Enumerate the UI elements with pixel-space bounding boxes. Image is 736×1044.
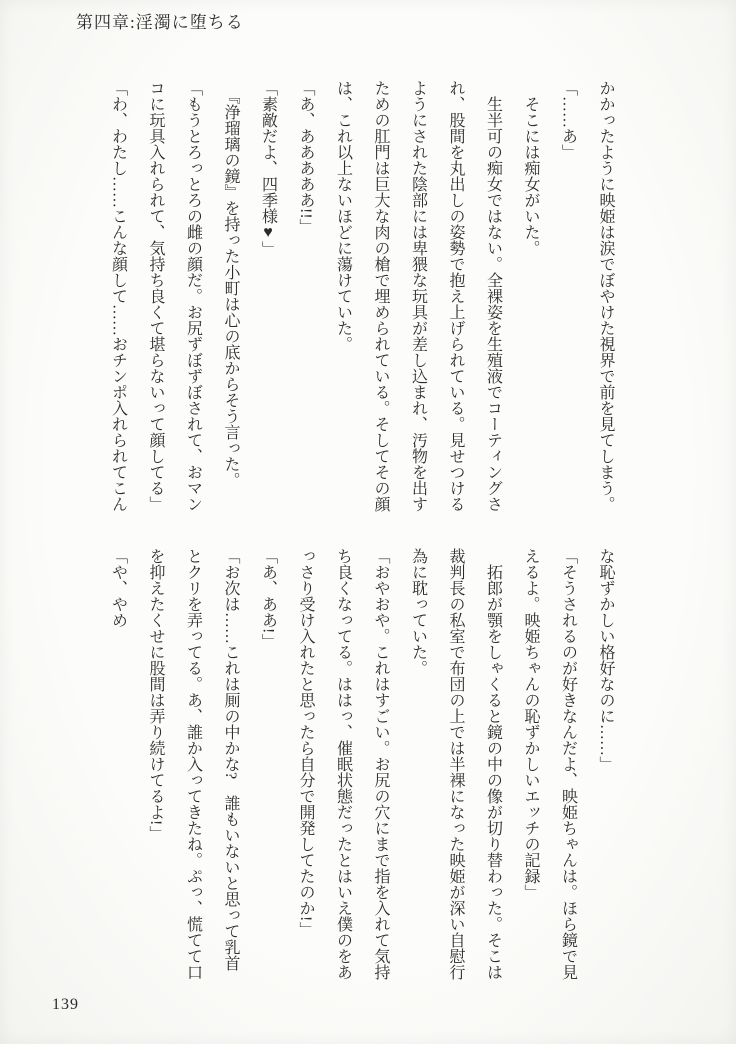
chapter-header: 第四章:淫濁に堕ちる [76,13,244,32]
text-line: 「や、やめ [109,548,127,628]
text-line: ち良くなってる。ははっ、催眠状態だったとはいえ僕のをあ [334,548,352,980]
text-block-upper [99,80,624,542]
text-line: 拓郎が顎をしゃくると鏡の中の像が切り替わった。そこは [484,548,502,980]
text-block-lower [99,548,624,1010]
text-line: 「おやおや。これはすごい。お尻の穴にまで指を入れて気持 [372,548,389,980]
text-line: 「あ、ああ!」 [259,548,277,650]
text-line: は、これ以上ないほどに蕩けていた。 [334,80,352,352]
text-line: 『浄瑠璃の鏡』を持った小町は心の底からそう言った。 [222,80,239,488]
text-line: 「あ、あああああ!!」 [297,80,314,235]
text-line: 「素敵だよ、四季様♥」 [259,80,277,257]
text-line: ようにされた陰部には卑猥な玩具が差し込まれ、汚物を出す [409,80,427,512]
text-line: な恥ずかしい格好なのに……」 [597,548,614,772]
text-line: 裁判長の私室で布団の上では半裸になった映姫が深い自慰行 [447,548,464,980]
text-line: 「そうされるのが好きなんだよ、映姫ちゃんは。ほら鏡で見 [559,548,577,980]
text-line: れ、股間を丸出しの姿勢で抱え上げられている。見せつける [447,80,464,512]
text-line: 「わ、わたし……こんな顔して……おチンポ入れられてこん [109,80,127,512]
text-line: えるよ。映姫ちゃんの恥ずかしいエッチの記録」 [522,548,539,900]
text-line: 生半可の痴女ではない。全裸姿を生殖液でコーティングさ [484,80,502,512]
text-line: 為に耽っていた。 [409,548,427,676]
text-line: コに玩具入れられて、気持ち良くて堪らないって顔してる」 [147,80,164,512]
text-line: っさり受け入れたと思ったら自分で開発してたのか!」 [297,548,314,938]
text-line: 「……あ」 [559,80,577,160]
text-line: かかったように映姫は涙でぼやけた視界で前を見てしまう。 [597,80,614,512]
text-line: 「お次は……これは厠の中かな? 誰もいないと思って乳首 [222,548,239,972]
text-line: 「もうとろっとろの雌の顔だ。お尻ずぼずぼされて、おマン [184,80,202,512]
page-number: 139 [52,996,79,1013]
text-line: そこには痴女がいた。 [522,80,539,256]
text-line: ための肛門は巨大な肉の槍で埋められている。そしてその顔 [372,80,389,512]
text-line: を抑えたくせに股間は弄り続けてるよ!」 [147,548,164,842]
text-line: とクリを弄ってる。あ、誰か入ってきたね。ぷっ、慌てて口 [184,548,202,980]
